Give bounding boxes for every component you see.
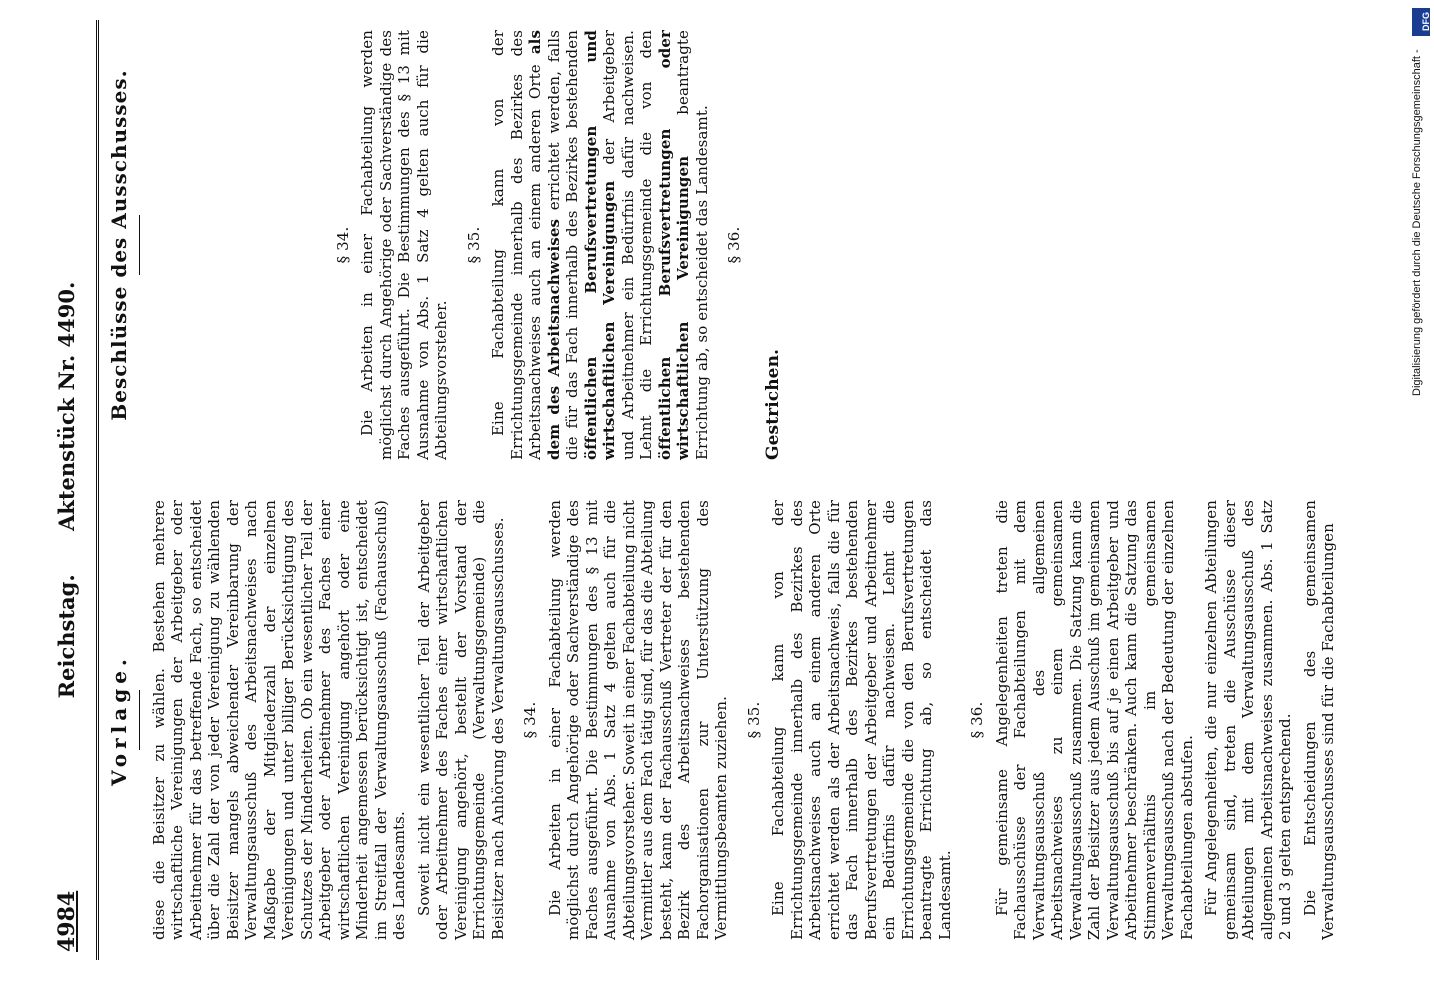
title-divider (139, 215, 140, 275)
right-s34-heading: § 34. (333, 226, 352, 264)
right-s35-heading: § 35. (464, 226, 483, 264)
right-column-title: Beschlüsse des Ausschusses. (107, 69, 131, 421)
header-aktenstueck: Aktenstück Nr. 4490. (54, 281, 79, 532)
header-title (54, 20, 79, 960)
header-reichstag: Reichstag. (54, 574, 79, 699)
left-s34-heading: § 34. (521, 701, 539, 739)
left-column-vorlage (107, 500, 1344, 940)
right-column-beschluesse (107, 30, 783, 460)
second-paragraph: Soweit nicht ein wesentlicher Teil der Arbeitgeber oder Arbeitnehmer des Faches einer wirtschaftlichen Vereinigung angehört, bestellt der Vorstand der Errichtungsgemeinde (Verwaltungsgemeinde) die Beisitzer nach Anhörung des Verwaltungsausschusses. (414, 500, 507, 940)
s35-text-b: errichtet werden, falls die für das Fach innerhalb des Bezirkes bestehenden (544, 30, 581, 460)
left-s35-heading: § 35. (744, 701, 763, 739)
s35-bold-1: als dem des Arbeitsnachweises (526, 30, 563, 460)
dfg-logo: DFG (1412, 8, 1430, 36)
right-s36-heading: § 36. (725, 226, 743, 264)
left-s35-text: Eine Fachabteilung kann von der Errichtungsgemeinde innerhalb des Bezirkes des Arbeitsnachweises auch an einem anderen Orte errichtet werden als der Arbeitsnachweis, falls die für das Fach innerhalb des Bezirkes bestehenden Berufsvertretungen der Arbeitgeber und Arbeitnehmer ein Bedürfnis dafür nachweisen. Lehnt die Errichtungsgemeinde die von den Berufsvertretungen beantragte Errichtung ab, so entscheidet das Landesamt. (769, 500, 954, 940)
s35-bold-3: öffentlichen Berufsvertretungen oder wirtschaftlichen Vereinigungen (655, 30, 692, 460)
title-divider (139, 690, 140, 750)
page-header (48, 20, 99, 960)
left-s36-heading: § 36. (968, 701, 986, 739)
left-column-title: Vorlage. (107, 654, 131, 786)
intro-paragraph: diese die Beisitzer zu wählen. Bestehen mehrere wirtschaftliche Vereinigungen der Arbeitgeber oder Arbeitnehmer für das betreffende Fach, so entscheidet über die Zahl der von jeder Vereinigung zu wählenden Beisitzer mangels abweichender Vereinbarung der Verwaltungsausschuß des Arbeitsnachweises nach Maßgabe der Mitgliederzahl der einzelnen Vereinigungen und unter billiger Berücksichtigung des Schutzes der Minderheiten. Ob ein wesentlicher Teil der Arbeitgeber oder Arbeitnehmer des Faches einer wirtschaftlichen Vereinigung angehört oder eine Minderheit angemessen berücksichtigt ist, entscheidet im Streitfall der Verwaltungsausschuß (Fachausschuß) des Landesamts. (149, 500, 408, 940)
left-s36-p2: Für Angelegenheiten, die nur einzelnen Abteilungen gemeinsam sind, treten die Ausschüsse dieser Abteilungen mit dem Verwaltungsausschuß des allgemeinen Arbeitsnachweises zusammen. Abs. 1 Satz 2 und 3 gelten entsprechend. (1202, 500, 1294, 940)
page-number: 4984 (54, 890, 80, 952)
digitization-credit (1406, 6, 1428, 996)
right-s34-text: Die Arbeiten in einer Fachabteilung werden möglichst durch Angehörige oder Sachverständige des Faches ausgeführt. Die Bestimmungen des § 13 mit Ausnahme von Abs. 1 Satz 4 gelten auch für die Abteilungsvorsteher. (358, 30, 450, 460)
right-s35-text (489, 30, 711, 460)
left-s34-text: Die Arbeiten in einer Fachabteilung werden möglichst durch Angehörige oder Sachverständige des Faches ausgeführt. Die Bestimmungen des § 13 mit Ausnahme von Abs. 1 Satz 4 gelten auch für die Abteilungsvorsteher. Soweit in einer Fachabteilung nicht Vermittler aus dem Fach tätig sind, für das die Abteilung besteht, kann der Fachausschuß Vertreter der für den Bezirk des Arbeitsnachweises bestehenden Fachorganisationen zur Unterstützung des Vermittlungsbeamten zuziehen. (545, 500, 730, 940)
spacer (150, 30, 320, 460)
s35-bold-2: öffentlichen Berufsvertretungen und wirtschaftlichen Vereinigungen (581, 30, 618, 460)
rotated-page (40, 20, 1380, 960)
credit-text: Digitalisierung gefördert durch die Deutsche Forschungsgemeinschaft - (1411, 49, 1423, 396)
left-s36-p1: Für gemeinsame Angelegenheiten treten die Fachausschüsse der Fachabteilungen mit dem Verwaltungsausschuß des allgemeinen Arbeitsnachweises zu einem gemeinsamen Verwaltungsausschuß zusammen. Die Satzung kann die Zahl der Beisitzer aus jedem Ausschuß im gemeinsamen Verwaltungsausschuß bis auf je einen Arbeitgeber und Arbeitnehmer beschränken. Auch kann die Satzung das Stimmenverhältnis im gemeinsamen Verwaltungsausschuß nach der Bedeutung der einzelnen Fachabteilungen abstufen. (992, 500, 1196, 940)
s35-text-c: der Arbeitgeber und Arbeitnehmer ein Bedürfnis dafür nachweisen. Lehnt die Errichtungsgemeinde die von den (600, 30, 655, 460)
s35-text-a: Eine Fachabteilung kann von der Errichtungsgemeinde innerhalb des Bezirkes des Arbeitsnachweises auch an einem anderen Orte (489, 30, 544, 460)
s35-text-d: beantragte Errichtung ab, so entscheidet das Landesamt. (674, 30, 711, 460)
right-s36-gestrichen: Gestrichen. (762, 348, 783, 460)
left-s36-p3: Die Entscheidungen des gemeinsamen Verwaltungsausschusses sind für die Fachabteilungen (1300, 500, 1337, 940)
